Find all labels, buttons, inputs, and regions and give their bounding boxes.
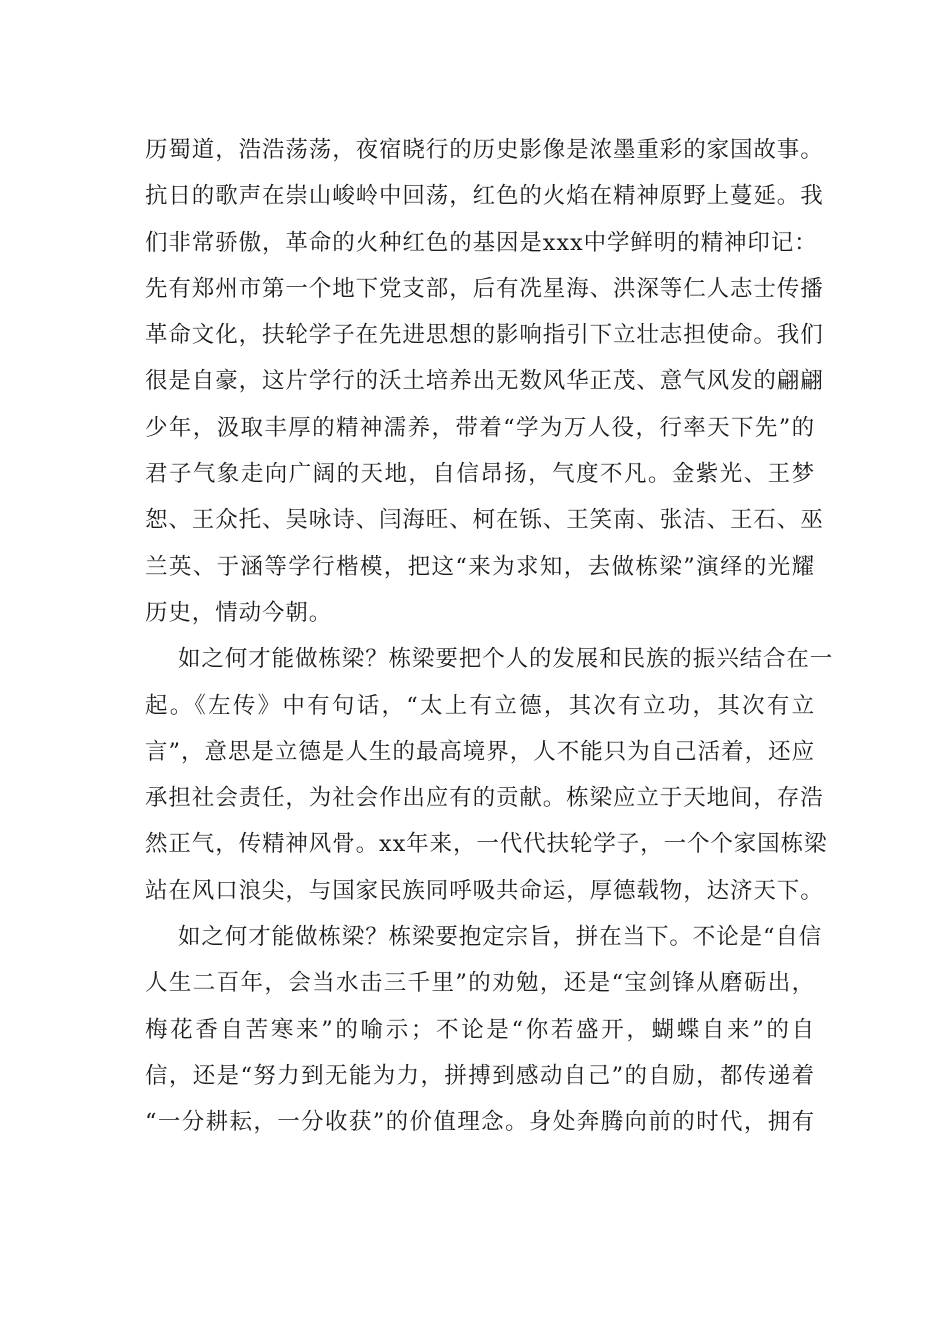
text-line: 少年，汲取丰厚的精神濡养，带着“学为万人役，行率天下先”的 [145, 414, 815, 441]
document-body [145, 127, 834, 1146]
text-line: 站在风口浪尖，与国家民族同呼吸共命运，厚德载物，达济天下。 [145, 877, 824, 904]
text-line: 信，还是“努力到无能为力，拼搏到感动自己”的自励，都传递着 [145, 1062, 815, 1089]
text-line: 如之何才能做栋梁？栋梁要把个人的发展和民族的振兴结合在一 [178, 646, 834, 673]
text-line: 历史，情动今朝。 [145, 599, 333, 626]
text-line: 历蜀道，浩浩荡荡，夜宿晓行的历史影像是浓墨重彩的家国故事。 [145, 137, 824, 163]
text-line: 然正气，传精神风骨。xx年来，一代代扶轮学子，一个个家国栋梁 [145, 831, 828, 858]
text-line: 很是自豪，这片学行的沃土培养出无数风华正茂、意气风发的翩翩 [145, 368, 824, 395]
text-line: 如之何才能做栋梁？栋梁要抱定宗旨，拼在当下。不论是“自信 [178, 924, 823, 951]
text-line: 恕、王众托、吴咏诗、闫海旺、柯在铄、王笑南、张洁、王石、巫 [145, 507, 824, 534]
text-line: 起。《左传》中有句话，“太上有立德，其次有立功，其次有立 [145, 692, 815, 719]
text-line: 们非常骄傲，革命的火种红色的基因是xxx中学鲜明的精神印记： [145, 229, 818, 256]
text-line: 言”，意思是立德是人生的最高境界，人不能只为自己活着，还应 [145, 738, 815, 765]
text-line: 君子气象走向广阔的天地，自信昂扬，气度不凡。金紫光、王梦 [145, 461, 815, 488]
paragraph-3 [145, 914, 823, 1145]
text-line: 承担社会责任，为社会作出应有的贡献。栋梁应立于天地间，存浩 [145, 785, 824, 812]
paragraph-2 [145, 636, 834, 914]
text-line: 兰英、于涵等学行楷模，把这“来为求知，去做栋梁”演绎的光耀 [145, 553, 815, 580]
text-line: 人生二百年，会当水击三千里”的劝勉，还是“宝剑锋从磨砺出， [145, 970, 815, 997]
text-line: “一分耕耘，一分收获”的价值理念。身处奔腾向前的时代，拥有 [145, 1109, 815, 1136]
text-line: 梅花香自苦寒来”的喻示；不论是“你若盛开，蝴蝶自来”的自 [145, 1016, 815, 1043]
text-line: 抗日的歌声在崇山峻岭中回荡，红色的火焰在精神原野上蔓延。我 [145, 183, 824, 210]
paragraph-1 [145, 127, 824, 636]
text-line: 革命文化，扶轮学子在先进思想的影响指引下立壮志担使命。我们 [145, 322, 824, 349]
text-line: 先有郑州市第一个地下党支部，后有冼星海、洪深等仁人志士传播 [145, 275, 824, 302]
